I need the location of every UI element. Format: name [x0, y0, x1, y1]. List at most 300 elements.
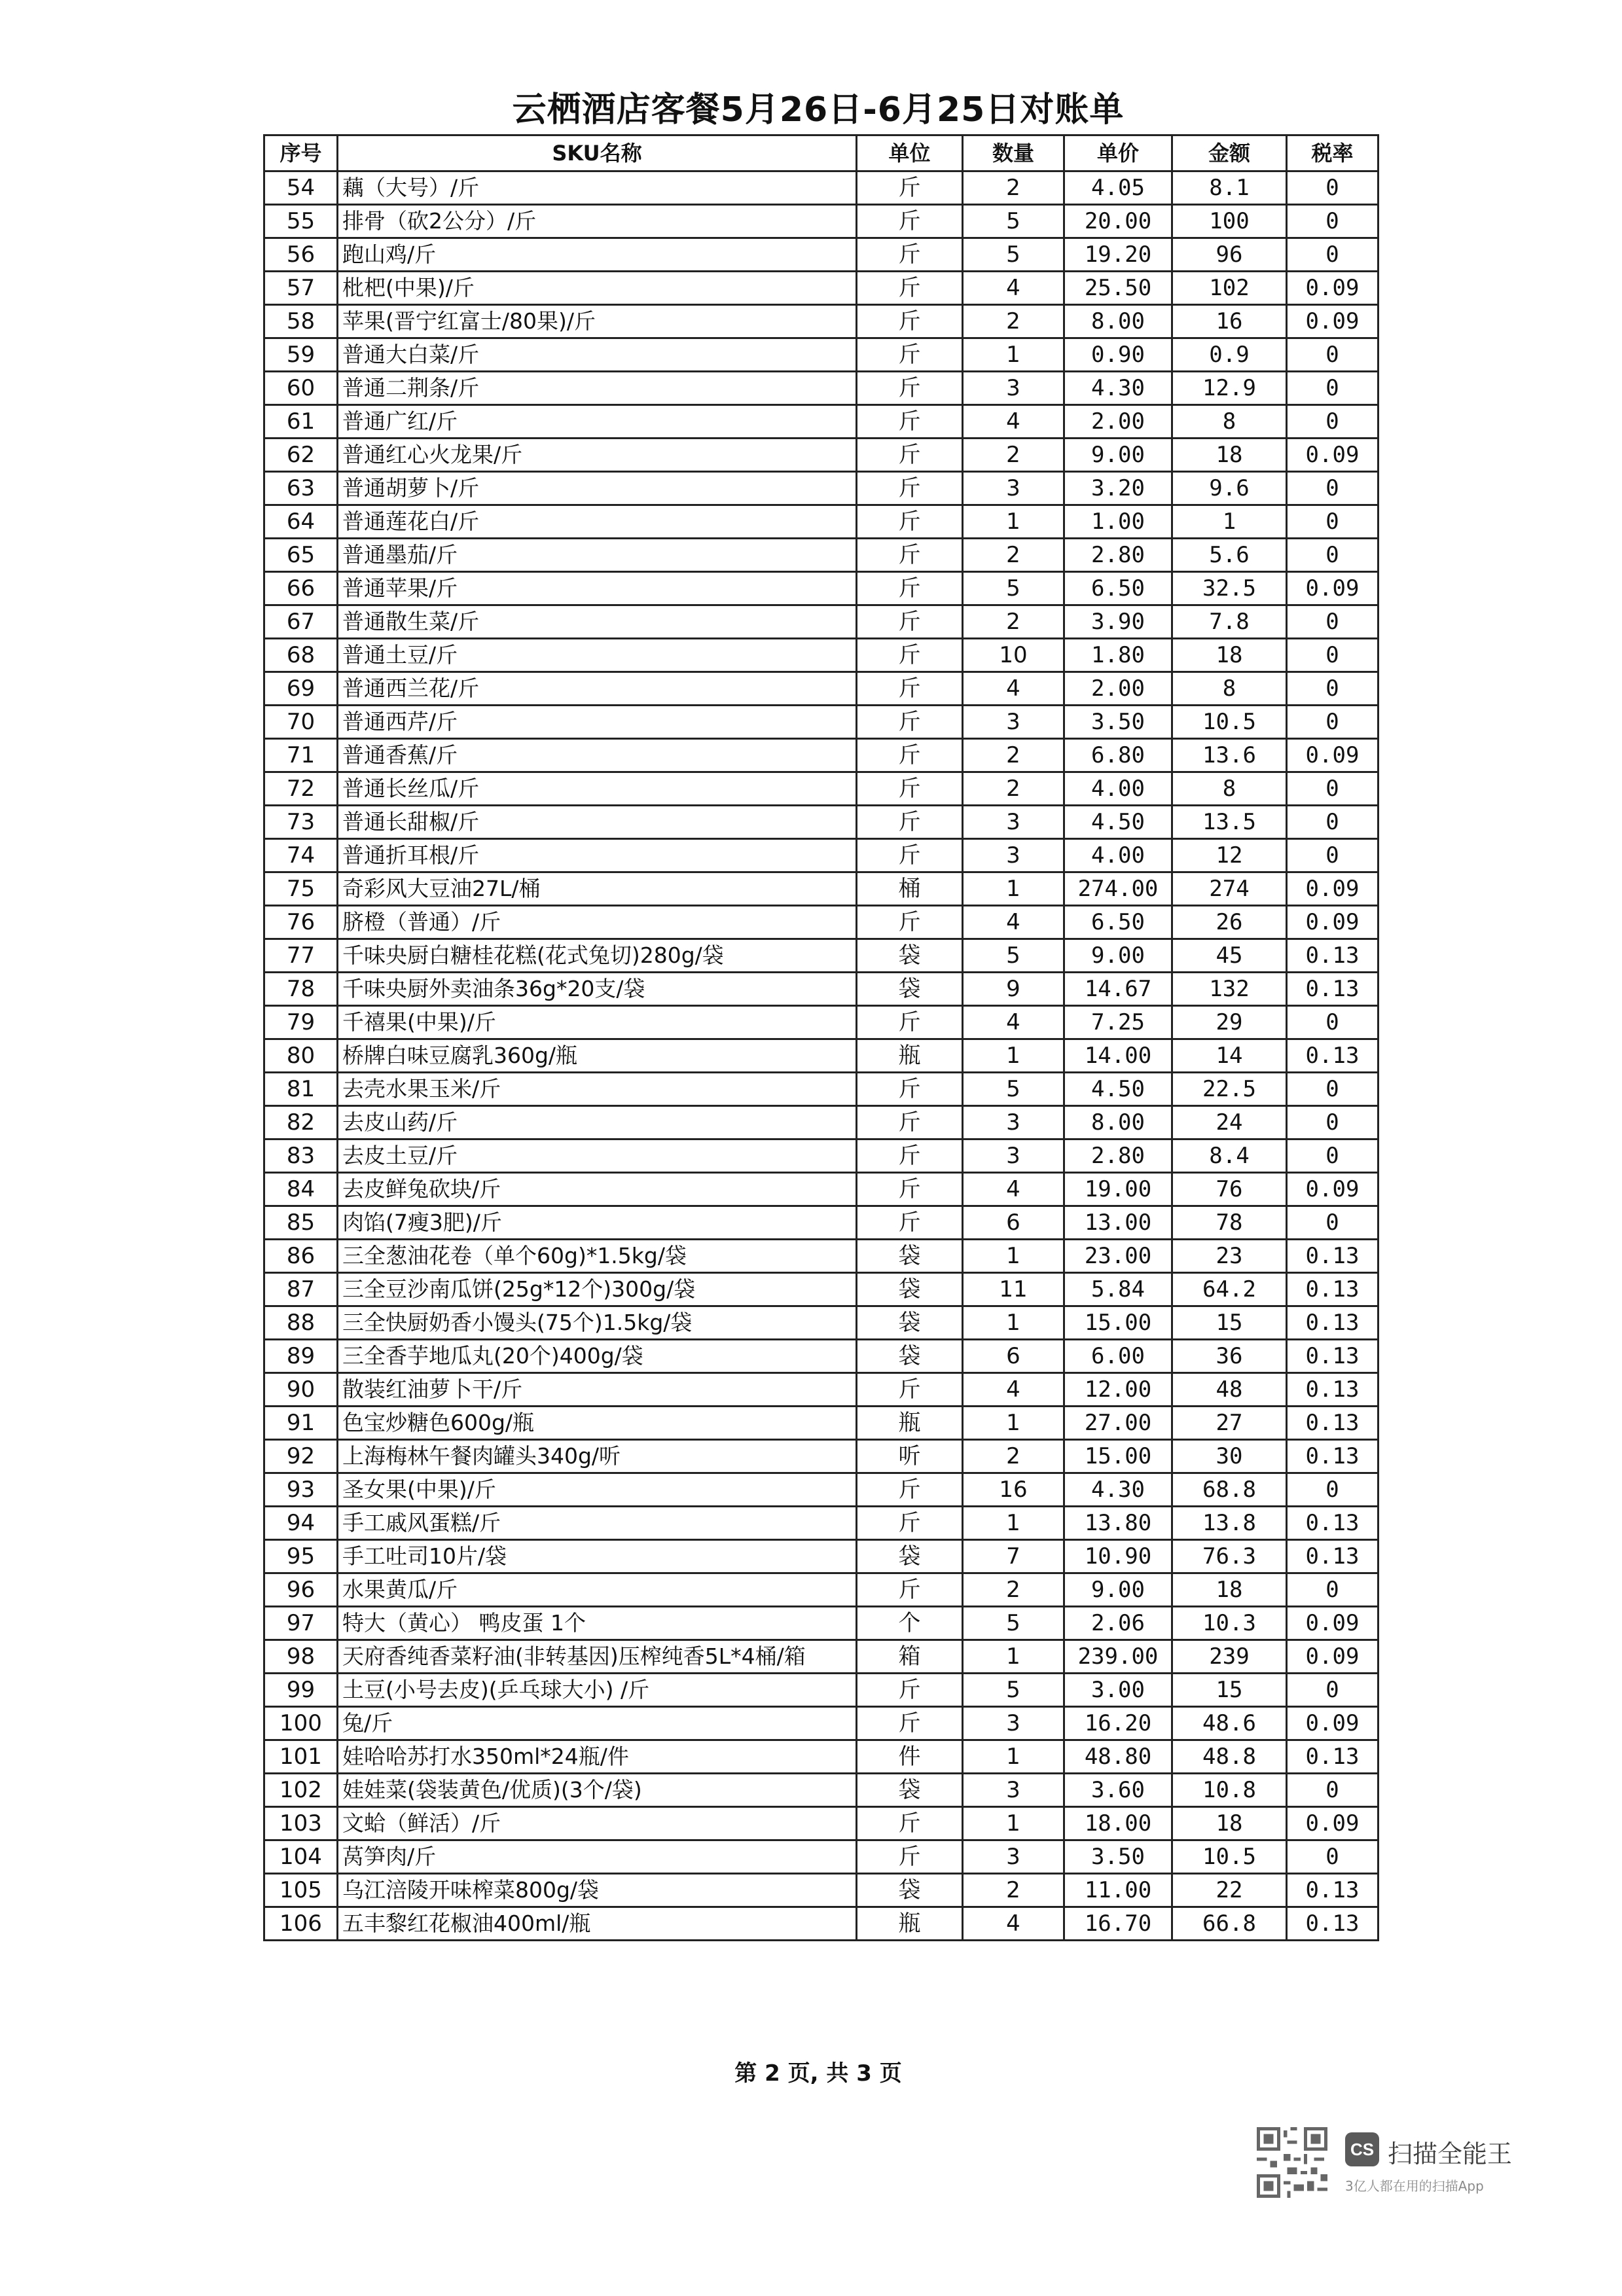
table-row	[264, 639, 1379, 672]
row-tax-rate: 0.13	[1287, 1240, 1379, 1273]
row-sku-name: 桥牌白味豆腐乳360g/瓶	[338, 1039, 857, 1073]
table-row	[264, 1139, 1379, 1173]
row-sku-name: 普通广红/斤	[338, 405, 857, 439]
row-tax-rate: 0.13	[1287, 1306, 1379, 1340]
row-index: 96	[264, 1573, 338, 1607]
row-unit: 件	[857, 1740, 963, 1774]
row-unit-price: 9.00	[1064, 1573, 1172, 1607]
row-sku-name: 水果黄瓜/斤	[338, 1573, 857, 1607]
row-amount: 18	[1172, 1807, 1287, 1840]
row-tax-rate: 0	[1287, 1473, 1379, 1507]
row-unit-price: 8.00	[1064, 1106, 1172, 1139]
row-amount: 66.8	[1172, 1907, 1287, 1941]
row-quantity: 3	[963, 839, 1064, 872]
row-unit-price: 4.05	[1064, 171, 1172, 205]
row-tax-rate: 0	[1287, 1840, 1379, 1874]
row-quantity: 3	[963, 1106, 1064, 1139]
row-quantity: 5	[963, 939, 1064, 973]
row-tax-rate: 0.13	[1287, 939, 1379, 973]
row-amount: 8	[1172, 772, 1287, 806]
row-sku-name: 上海梅林午餐肉罐头340g/听	[338, 1440, 857, 1473]
row-unit-price: 9.00	[1064, 439, 1172, 472]
row-sku-name: 三全豆沙南瓜饼(25g*12个)300g/袋	[338, 1273, 857, 1306]
row-amount: 78	[1172, 1206, 1287, 1240]
table-row	[264, 539, 1379, 572]
row-tax-rate: 0.09	[1287, 572, 1379, 605]
row-quantity: 16	[963, 1473, 1064, 1507]
row-quantity: 4	[963, 906, 1064, 939]
row-index: 72	[264, 772, 338, 806]
row-index: 61	[264, 405, 338, 439]
row-sku-name: 脐橙（普通）/斤	[338, 906, 857, 939]
table-row	[264, 338, 1379, 372]
row-sku-name: 苹果(晋宁红富士/80果)/斤	[338, 305, 857, 338]
row-unit-price: 9.00	[1064, 939, 1172, 973]
row-quantity: 4	[963, 672, 1064, 706]
row-tax-rate: 0	[1287, 1073, 1379, 1106]
row-tax-rate: 0	[1287, 338, 1379, 372]
row-unit: 斤	[857, 505, 963, 539]
row-amount: 239	[1172, 1640, 1287, 1674]
row-unit: 斤	[857, 806, 963, 839]
row-amount: 13.5	[1172, 806, 1287, 839]
row-quantity: 2	[963, 439, 1064, 472]
row-index: 77	[264, 939, 338, 973]
row-index: 66	[264, 572, 338, 605]
row-unit-price: 1.00	[1064, 505, 1172, 539]
row-unit-price: 16.70	[1064, 1907, 1172, 1941]
table-row	[264, 372, 1379, 405]
scanner-watermark	[1257, 2127, 1558, 2206]
row-quantity: 6	[963, 1340, 1064, 1373]
row-sku-name: 色宝炒糖色600g/瓶	[338, 1407, 857, 1440]
row-amount: 13.6	[1172, 739, 1287, 772]
row-tax-rate: 0	[1287, 1206, 1379, 1240]
row-index: 70	[264, 706, 338, 739]
table-row	[264, 772, 1379, 806]
row-tax-rate: 0.09	[1287, 1173, 1379, 1206]
row-unit: 斤	[857, 205, 963, 238]
row-index: 87	[264, 1273, 338, 1306]
row-amount: 18	[1172, 439, 1287, 472]
row-amount: 8.4	[1172, 1139, 1287, 1173]
row-sku-name: 普通西芹/斤	[338, 706, 857, 739]
row-tax-rate: 0.13	[1287, 973, 1379, 1006]
row-unit-price: 18.00	[1064, 1807, 1172, 1840]
row-quantity: 4	[963, 1373, 1064, 1407]
row-index: 59	[264, 338, 338, 372]
row-unit-price: 6.00	[1064, 1340, 1172, 1373]
row-sku-name: 千禧果(中果)/斤	[338, 1006, 857, 1039]
row-tax-rate: 0.13	[1287, 1273, 1379, 1306]
row-unit: 瓶	[857, 1039, 963, 1073]
row-index: 99	[264, 1674, 338, 1707]
row-sku-name: 普通西兰花/斤	[338, 672, 857, 706]
row-quantity: 2	[963, 1440, 1064, 1473]
row-index: 54	[264, 171, 338, 205]
row-tax-rate: 0	[1287, 839, 1379, 872]
row-amount: 132	[1172, 973, 1287, 1006]
row-quantity: 4	[963, 1907, 1064, 1941]
row-unit: 斤	[857, 1073, 963, 1106]
row-unit-price: 8.00	[1064, 305, 1172, 338]
row-index: 73	[264, 806, 338, 839]
row-quantity: 5	[963, 205, 1064, 238]
row-index: 56	[264, 238, 338, 272]
row-sku-name: 去皮鲜兔砍块/斤	[338, 1173, 857, 1206]
row-unit: 斤	[857, 439, 963, 472]
table-row	[264, 1707, 1379, 1740]
row-amount: 15	[1172, 1674, 1287, 1707]
row-sku-name: 去皮土豆/斤	[338, 1139, 857, 1173]
table-row	[264, 572, 1379, 605]
row-tax-rate: 0.09	[1287, 1607, 1379, 1640]
row-index: 102	[264, 1774, 338, 1807]
row-unit: 斤	[857, 1139, 963, 1173]
row-unit: 袋	[857, 1540, 963, 1573]
row-quantity: 5	[963, 1674, 1064, 1707]
table-row	[264, 739, 1379, 772]
row-amount: 24	[1172, 1106, 1287, 1139]
row-quantity: 7	[963, 1540, 1064, 1573]
table-row	[264, 1473, 1379, 1507]
row-amount: 22.5	[1172, 1073, 1287, 1106]
row-tax-rate: 0.09	[1287, 739, 1379, 772]
row-unit: 斤	[857, 1807, 963, 1840]
row-unit-price: 3.60	[1064, 1774, 1172, 1807]
table-row	[264, 939, 1379, 973]
row-sku-name: 三全葱油花卷（单个60g)*1.5kg/袋	[338, 1240, 857, 1273]
table-row	[264, 1440, 1379, 1473]
row-unit-price: 4.30	[1064, 372, 1172, 405]
row-tax-rate: 0.09	[1287, 872, 1379, 906]
table-row	[264, 505, 1379, 539]
row-unit: 斤	[857, 1674, 963, 1707]
row-unit: 袋	[857, 1240, 963, 1273]
row-unit-price: 13.00	[1064, 1206, 1172, 1240]
row-sku-name: 藕（大号）/斤	[338, 171, 857, 205]
row-tax-rate: 0.13	[1287, 1540, 1379, 1573]
table-row	[264, 1540, 1379, 1573]
row-unit: 斤	[857, 238, 963, 272]
row-tax-rate: 0.09	[1287, 272, 1379, 305]
row-quantity: 4	[963, 1006, 1064, 1039]
row-unit-price: 15.00	[1064, 1306, 1172, 1340]
row-index: 69	[264, 672, 338, 706]
row-quantity: 2	[963, 1874, 1064, 1907]
row-index: 88	[264, 1306, 338, 1340]
row-unit: 斤	[857, 1507, 963, 1540]
row-sku-name: 千味央厨外卖油条36g*20支/袋	[338, 973, 857, 1006]
row-sku-name: 普通长丝瓜/斤	[338, 772, 857, 806]
row-quantity: 3	[963, 1840, 1064, 1874]
row-tax-rate: 0.09	[1287, 906, 1379, 939]
row-tax-rate: 0.13	[1287, 1740, 1379, 1774]
row-unit-price: 11.00	[1064, 1874, 1172, 1907]
table-row	[264, 839, 1379, 872]
row-sku-name: 普通苹果/斤	[338, 572, 857, 605]
row-tax-rate: 0.09	[1287, 305, 1379, 338]
header-index: 序号	[264, 135, 338, 171]
row-index: 101	[264, 1740, 338, 1774]
row-index: 94	[264, 1507, 338, 1540]
row-amount: 45	[1172, 939, 1287, 973]
row-unit-price: 2.06	[1064, 1607, 1172, 1640]
row-sku-name: 三全快厨奶香小馒头(75个)1.5kg/袋	[338, 1306, 857, 1340]
row-amount: 32.5	[1172, 572, 1287, 605]
row-sku-name: 普通二荆条/斤	[338, 372, 857, 405]
row-unit-price: 274.00	[1064, 872, 1172, 906]
row-amount: 18	[1172, 639, 1287, 672]
row-index: 95	[264, 1540, 338, 1573]
row-amount: 18	[1172, 1573, 1287, 1607]
row-quantity: 5	[963, 1607, 1064, 1640]
row-amount: 1	[1172, 505, 1287, 539]
row-unit: 斤	[857, 1573, 963, 1607]
table-row	[264, 1273, 1379, 1306]
row-amount: 48.6	[1172, 1707, 1287, 1740]
row-amount: 96	[1172, 238, 1287, 272]
row-quantity: 3	[963, 1774, 1064, 1807]
row-unit-price: 239.00	[1064, 1640, 1172, 1674]
row-index: 97	[264, 1607, 338, 1640]
row-unit-price: 14.67	[1064, 973, 1172, 1006]
row-index: 68	[264, 639, 338, 672]
row-index: 65	[264, 539, 338, 572]
row-unit: 个	[857, 1607, 963, 1640]
row-tax-rate: 0	[1287, 772, 1379, 806]
row-amount: 8	[1172, 405, 1287, 439]
row-index: 71	[264, 739, 338, 772]
row-tax-rate: 0.09	[1287, 439, 1379, 472]
row-tax-rate: 0	[1287, 405, 1379, 439]
table-row	[264, 238, 1379, 272]
table-row	[264, 1573, 1379, 1607]
row-amount: 26	[1172, 906, 1287, 939]
row-index: 57	[264, 272, 338, 305]
row-sku-name: 千味央厨白糖桂花糕(花式兔切)280g/袋	[338, 939, 857, 973]
row-unit-price: 48.80	[1064, 1740, 1172, 1774]
row-quantity: 2	[963, 539, 1064, 572]
row-amount: 9.6	[1172, 472, 1287, 505]
row-quantity: 2	[963, 171, 1064, 205]
row-quantity: 4	[963, 1173, 1064, 1206]
row-quantity: 5	[963, 238, 1064, 272]
table-row	[264, 1373, 1379, 1407]
row-unit-price: 6.50	[1064, 572, 1172, 605]
row-sku-name: 手工戚风蛋糕/斤	[338, 1507, 857, 1540]
row-tax-rate: 0	[1287, 372, 1379, 405]
row-unit-price: 5.84	[1064, 1273, 1172, 1306]
row-sku-name: 散装红油萝卜干/斤	[338, 1373, 857, 1407]
row-unit-price: 3.90	[1064, 605, 1172, 639]
row-unit-price: 10.90	[1064, 1540, 1172, 1573]
row-index: 106	[264, 1907, 338, 1941]
table-row	[264, 439, 1379, 472]
row-unit: 斤	[857, 1373, 963, 1407]
row-index: 81	[264, 1073, 338, 1106]
row-tax-rate: 0.09	[1287, 1640, 1379, 1674]
camscanner-logo: CS	[1345, 2132, 1379, 2166]
table-row	[264, 1874, 1379, 1907]
row-amount: 10.5	[1172, 1840, 1287, 1874]
row-index: 90	[264, 1373, 338, 1407]
table-row	[264, 1206, 1379, 1240]
table-row	[264, 1674, 1379, 1707]
row-quantity: 5	[963, 572, 1064, 605]
row-amount: 48.8	[1172, 1740, 1287, 1774]
row-quantity: 3	[963, 472, 1064, 505]
row-index: 60	[264, 372, 338, 405]
row-unit: 斤	[857, 472, 963, 505]
row-unit-price: 12.00	[1064, 1373, 1172, 1407]
row-index: 105	[264, 1874, 338, 1907]
row-quantity: 9	[963, 973, 1064, 1006]
row-unit: 桶	[857, 872, 963, 906]
row-unit-price: 2.80	[1064, 1139, 1172, 1173]
table-row	[264, 205, 1379, 238]
row-index: 104	[264, 1840, 338, 1874]
row-unit-price: 14.00	[1064, 1039, 1172, 1073]
row-tax-rate: 0.13	[1287, 1440, 1379, 1473]
row-sku-name: 普通土豆/斤	[338, 639, 857, 672]
table-row	[264, 1106, 1379, 1139]
row-unit-price: 3.50	[1064, 1840, 1172, 1874]
row-quantity: 2	[963, 605, 1064, 639]
row-unit: 斤	[857, 305, 963, 338]
table-row	[264, 1039, 1379, 1073]
row-sku-name: 去皮山药/斤	[338, 1106, 857, 1139]
row-unit-price: 4.30	[1064, 1473, 1172, 1507]
row-sku-name: 奇彩风大豆油27L/桶	[338, 872, 857, 906]
row-index: 55	[264, 205, 338, 238]
row-unit: 斤	[857, 1006, 963, 1039]
row-unit: 斤	[857, 1840, 963, 1874]
row-index: 100	[264, 1707, 338, 1740]
row-unit: 听	[857, 1440, 963, 1473]
row-sku-name: 普通红心火龙果/斤	[338, 439, 857, 472]
row-index: 80	[264, 1039, 338, 1073]
row-unit-price: 3.00	[1064, 1674, 1172, 1707]
page-number: 第 2 页, 共 3 页	[734, 2060, 902, 2087]
row-quantity: 1	[963, 505, 1064, 539]
row-amount: 274	[1172, 872, 1287, 906]
row-index: 92	[264, 1440, 338, 1473]
row-sku-name: 兔/斤	[338, 1707, 857, 1740]
row-unit-price: 23.00	[1064, 1240, 1172, 1273]
row-index: 82	[264, 1106, 338, 1139]
row-quantity: 1	[963, 1640, 1064, 1674]
table-row	[264, 1774, 1379, 1807]
row-index: 58	[264, 305, 338, 338]
table-row	[264, 305, 1379, 338]
row-unit-price: 27.00	[1064, 1407, 1172, 1440]
row-quantity: 4	[963, 272, 1064, 305]
header-tax-rate: 税率	[1287, 135, 1379, 171]
row-quantity: 1	[963, 872, 1064, 906]
table-row	[264, 806, 1379, 839]
row-unit-price: 16.20	[1064, 1707, 1172, 1740]
row-amount: 22	[1172, 1874, 1287, 1907]
row-unit-price: 4.00	[1064, 772, 1172, 806]
row-amount: 10.3	[1172, 1607, 1287, 1640]
row-sku-name: 乌江涪陵开味榨菜800g/袋	[338, 1874, 857, 1907]
row-tax-rate: 0.13	[1287, 1874, 1379, 1907]
header-sku-name: SKU名称	[338, 135, 857, 171]
row-quantity: 1	[963, 1240, 1064, 1273]
row-unit-price: 15.00	[1064, 1440, 1172, 1473]
row-quantity: 10	[963, 639, 1064, 672]
table-header	[264, 135, 1379, 171]
table-row	[264, 1740, 1379, 1774]
row-tax-rate: 0.09	[1287, 1707, 1379, 1740]
row-unit: 斤	[857, 1473, 963, 1507]
row-tax-rate: 0.13	[1287, 1407, 1379, 1440]
row-index: 84	[264, 1173, 338, 1206]
row-unit: 瓶	[857, 1407, 963, 1440]
header-amount: 金额	[1172, 135, 1287, 171]
row-amount: 10.5	[1172, 706, 1287, 739]
row-unit: 斤	[857, 739, 963, 772]
row-amount: 100	[1172, 205, 1287, 238]
row-quantity: 3	[963, 1139, 1064, 1173]
row-amount: 13.8	[1172, 1507, 1287, 1540]
row-unit: 斤	[857, 672, 963, 706]
row-unit: 斤	[857, 1173, 963, 1206]
row-quantity: 3	[963, 806, 1064, 839]
row-unit: 斤	[857, 1106, 963, 1139]
row-quantity: 2	[963, 1573, 1064, 1607]
row-index: 89	[264, 1340, 338, 1373]
row-tax-rate: 0	[1287, 1674, 1379, 1707]
row-amount: 14	[1172, 1039, 1287, 1073]
table-row	[264, 672, 1379, 706]
table-row	[264, 1507, 1379, 1540]
row-quantity: 3	[963, 706, 1064, 739]
row-index: 75	[264, 872, 338, 906]
table-row	[264, 1907, 1379, 1941]
row-unit-price: 2.00	[1064, 405, 1172, 439]
row-unit-price: 19.00	[1064, 1173, 1172, 1206]
row-tax-rate: 0	[1287, 1573, 1379, 1607]
qr-code-icon	[1257, 2127, 1327, 2198]
row-amount: 27	[1172, 1407, 1287, 1440]
row-sku-name: 土豆(小号去皮)(乒乓球大小) /斤	[338, 1674, 857, 1707]
row-sku-name: 天府香纯香菜籽油(非转基因)压榨纯香5L*4桶/箱	[338, 1640, 857, 1674]
row-index: 74	[264, 839, 338, 872]
row-amount: 76	[1172, 1173, 1287, 1206]
row-sku-name: 普通长甜椒/斤	[338, 806, 857, 839]
row-quantity: 3	[963, 372, 1064, 405]
row-tax-rate: 0.13	[1287, 1340, 1379, 1373]
row-tax-rate: 0	[1287, 806, 1379, 839]
row-quantity: 1	[963, 1407, 1064, 1440]
row-unit: 袋	[857, 1774, 963, 1807]
row-amount: 102	[1172, 272, 1287, 305]
table-row	[264, 605, 1379, 639]
row-index: 78	[264, 973, 338, 1006]
row-quantity: 1	[963, 1306, 1064, 1340]
row-tax-rate: 0	[1287, 605, 1379, 639]
row-quantity: 5	[963, 1073, 1064, 1106]
row-sku-name: 普通香蕉/斤	[338, 739, 857, 772]
row-unit-price: 2.00	[1064, 672, 1172, 706]
row-sku-name: 特大（黄心） 鸭皮蛋 1个	[338, 1607, 857, 1640]
table-row	[264, 1306, 1379, 1340]
row-amount: 15	[1172, 1306, 1287, 1340]
row-index: 79	[264, 1006, 338, 1039]
row-sku-name: 去壳水果玉米/斤	[338, 1073, 857, 1106]
